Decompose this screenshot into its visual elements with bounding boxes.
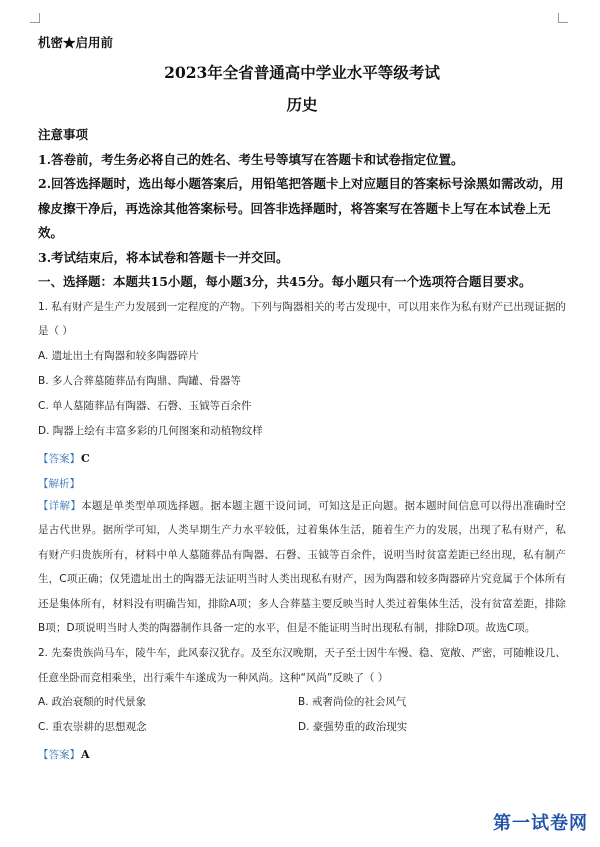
detail-text: 本题是单类型单项选择题。据本题主题干设问词，可知这是正向题。据本题时间信息可以得出准确时空是古代世界。据所学可知，人类早期生产力水平较低，过着集体生活，随着生产力的发展，出现了私有财产，私有财产归贵族所有，材料中单人墓随葬品有陶器、石磬、玉钺等百余件，说明当时贫富差距已经出现，私有制产生，C项正确；仅凭遗址出土的陶器无法证明当时人类出现私有财产，因为陶器和较多陶器碎片究竟属于个体所有还是集体所有，材料没有明确告知，排除A项；多人合葬墓主要反映当时人类过着集体生活，没有贫富差距，排除B项；D项说明当时人类的陶器制作具备一定的水平，但是不能证明当时出现私有制，排除D项。故选C项。 <box>38 499 567 635</box>
question-2-options-row-1 <box>38 690 566 715</box>
question-1-option-c: C. 单人墓随葬品有陶器、石磬、玉钺等百余件 <box>38 399 252 412</box>
detail-tag: 【详解】 <box>38 499 82 512</box>
section-heading: 一、选择题：本题共15小题，每小题3分，共45分。每小题只有一个选项符合题目要求。 <box>38 274 532 289</box>
question-2-stem: 2. 先秦贵族尚马车，陵牛车，此风泰汉犹存。及至东汉晚期，天子至士因牛车慢、稳、宽敞、严密，可随帷设几、任意坐卧而竞相乘坐，出行乘牛车遂成为一种风尚。这种“风尚”反映了（ ） <box>38 647 566 684</box>
notes-heading: 注意事项 <box>38 127 89 142</box>
note-item-1: 1.答卷前，考生务必将自己的姓名、考生号等填写在答题卡和试卷指定位置。 <box>38 151 464 167</box>
crop-mark-top-right <box>558 13 568 23</box>
question-2-option-b: B. 戒奢尚俭的社会风气 <box>298 696 407 709</box>
subject-title: 历史 <box>286 95 318 114</box>
analysis-tag: 【解析】 <box>38 477 80 490</box>
note-item-2: 2.回答选择题时，选出每小题答案后，用铅笔把答题卡上对应题目的答案标号涂黑如需改动，用橡皮擦干净后，再选涂其他答案标号。回答非选择题时，将答案写在答题卡上写在本试卷上无效。 <box>38 176 564 240</box>
question-2-options-row-2 <box>38 715 566 740</box>
answer-value: A <box>81 748 90 762</box>
note-item-3: 3.考试结束后，将本试卷和答题卡一并交回。 <box>38 249 289 265</box>
crop-mark-top-left <box>30 13 40 23</box>
answer-tag: 【答案】 <box>38 749 80 762</box>
question-1-option-a: A. 遗址出土有陶器和较多陶器碎片 <box>38 349 199 362</box>
exam-title: 2023年全省普通高中学业水平等级考试 <box>164 63 440 82</box>
secret-label: 机密★启用前 <box>38 35 114 50</box>
question-1-option-d: D. 陶器上绘有丰富多彩的几何图案和动植物纹样 <box>38 424 263 437</box>
exam-page <box>38 32 566 765</box>
answer-tag: 【答案】 <box>38 452 80 465</box>
question-1-analysis <box>38 469 566 494</box>
question-1-answer <box>38 444 566 469</box>
question-1-detail <box>38 494 566 642</box>
question-2-option-c: C. 重农崇耕的思想观念 <box>38 721 147 734</box>
question-2-option-d: D. 豪强势重的政治现实 <box>298 721 408 734</box>
question-2-answer <box>38 740 566 765</box>
site-watermark: 第一试卷网 <box>493 813 588 834</box>
question-1-option-b: B. 多人合葬墓随葬品有陶鼎、陶罐、骨器等 <box>38 374 241 387</box>
question-1-stem: 1. 私有财产是生产力发展到一定程度的产物。下列与陶器相关的考古发现中，可以用来作为私有财产已出现证据的是（ ） <box>38 300 566 337</box>
question-2-option-a: A. 政治衰颓的时代景象 <box>38 696 147 709</box>
answer-value: C <box>81 451 90 465</box>
